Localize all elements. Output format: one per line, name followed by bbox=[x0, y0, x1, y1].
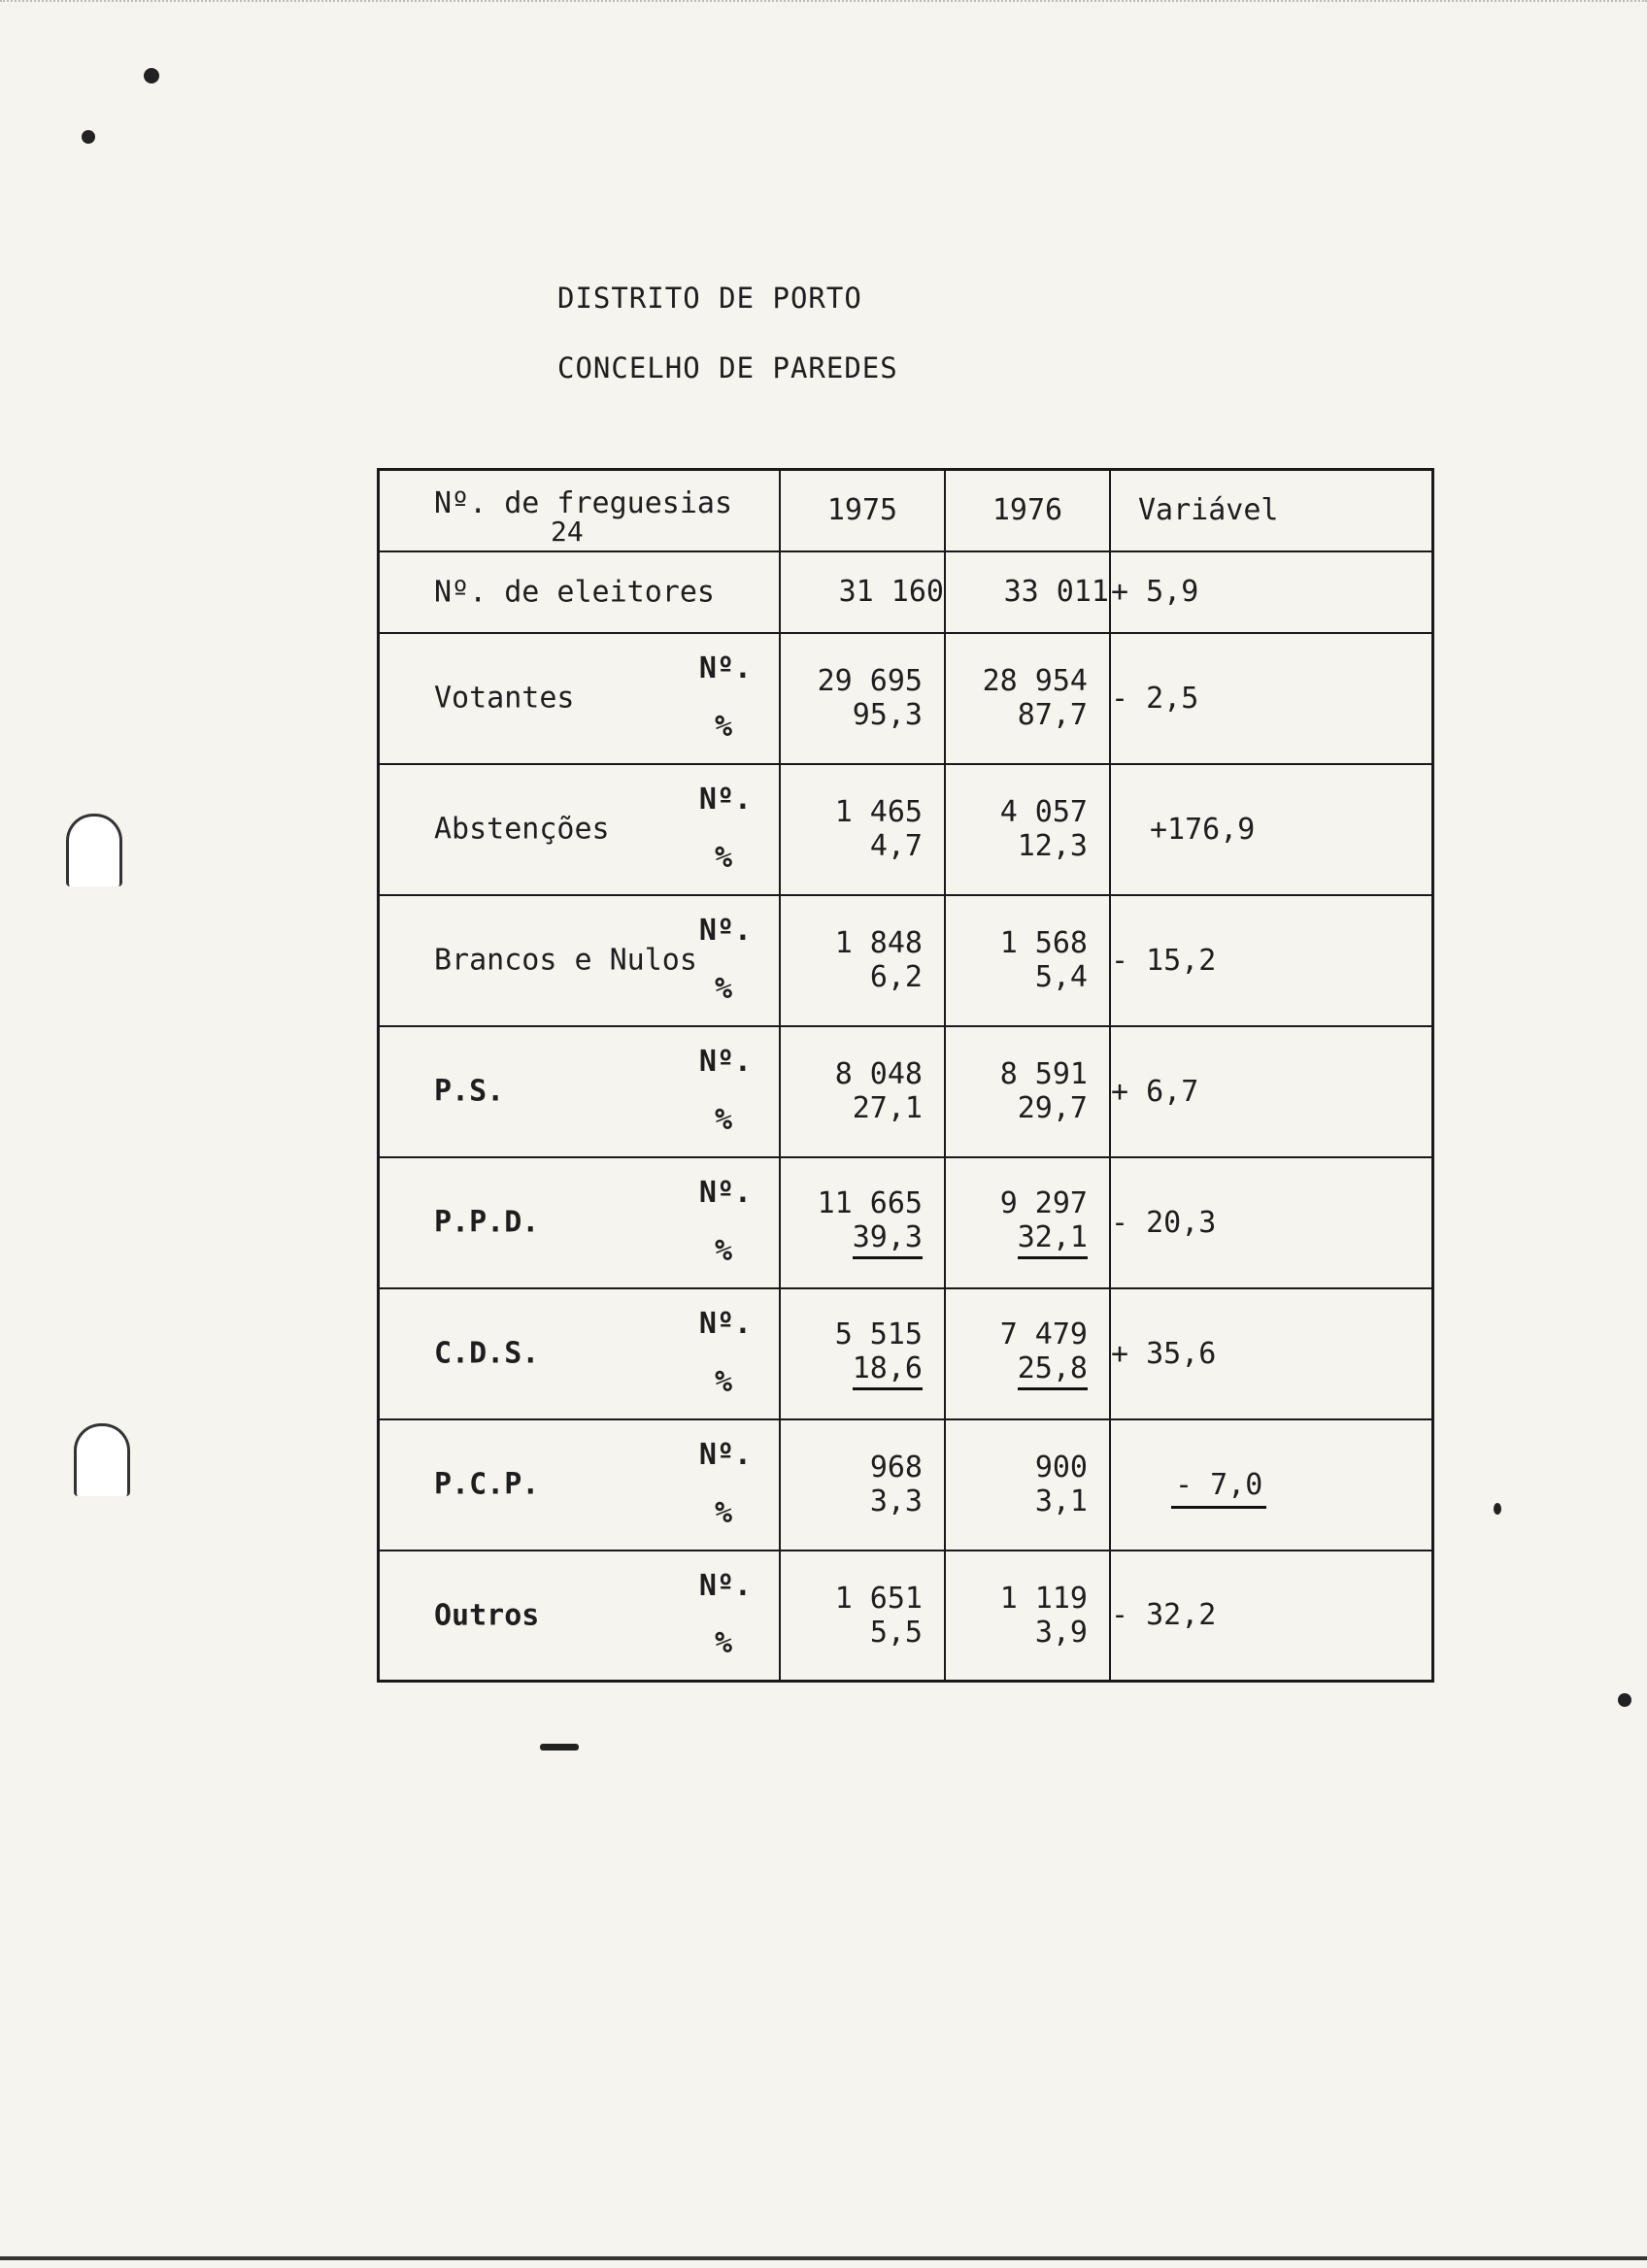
row-1976-cell bbox=[945, 1288, 1110, 1419]
row-variavel: - 15,2 bbox=[1110, 895, 1433, 1026]
table-row bbox=[379, 1419, 1433, 1551]
row-label-cell bbox=[379, 764, 781, 895]
row-variavel: + 35,6 bbox=[1110, 1288, 1433, 1419]
row-label-cell bbox=[379, 633, 781, 764]
header-1976: 1976 bbox=[945, 470, 1110, 551]
row-no-1975: 1 848 bbox=[834, 926, 923, 960]
row-label: Outros bbox=[434, 1598, 540, 1633]
page-top-edge bbox=[0, 0, 1647, 12]
row-no-label: Nº. bbox=[698, 1175, 752, 1210]
eleitores-1975: 31 160 bbox=[780, 551, 945, 633]
row-label-cell bbox=[379, 1026, 781, 1157]
eleitores-variavel: + 5,9 bbox=[1110, 551, 1433, 633]
row-pct-1976: 29,7 bbox=[1017, 1091, 1088, 1125]
page-bottom-edge bbox=[0, 2256, 1647, 2260]
row-variavel: +176,9 bbox=[1110, 764, 1433, 895]
row-pct-label: % bbox=[714, 1364, 732, 1399]
row-pct-1976: 3,9 bbox=[1034, 1615, 1088, 1650]
row-label: P.P.D. bbox=[434, 1205, 540, 1240]
row-no-1975: 11 665 bbox=[817, 1185, 923, 1220]
row-pct-1976: 5,4 bbox=[1034, 960, 1088, 994]
row-no-1975: 1 651 bbox=[834, 1581, 923, 1616]
row-pct-1976: 3,1 bbox=[1034, 1484, 1088, 1518]
row-no-1975: 968 bbox=[869, 1451, 923, 1484]
row-pct-1975: 5,5 bbox=[869, 1615, 923, 1650]
row-label: P.S. bbox=[434, 1074, 505, 1109]
row-pct-1975: 18,6 bbox=[853, 1351, 923, 1390]
row-pct-label: % bbox=[714, 1233, 732, 1268]
row-1975-cell bbox=[780, 1419, 945, 1551]
header-1975: 1975 bbox=[780, 470, 945, 551]
table-row bbox=[379, 1157, 1433, 1288]
header-variavel: Variável bbox=[1110, 470, 1433, 551]
row-label: P.C.P. bbox=[434, 1467, 540, 1502]
row-no-1976: 1 119 bbox=[999, 1581, 1088, 1616]
table-row bbox=[379, 764, 1433, 895]
election-results-table bbox=[377, 468, 1434, 1683]
row-1975-cell bbox=[780, 895, 945, 1026]
row-pct-label: % bbox=[714, 1626, 732, 1660]
row-label: Votantes bbox=[434, 681, 575, 716]
row-no-1976: 900 bbox=[1034, 1451, 1088, 1484]
ink-speck bbox=[1618, 1693, 1631, 1707]
row-1976-cell bbox=[945, 1419, 1110, 1551]
row-pct-1975: 27,1 bbox=[852, 1091, 923, 1125]
row-label-cell bbox=[379, 1157, 781, 1288]
row-variavel-cell bbox=[1110, 1419, 1433, 1551]
row-pct-label: % bbox=[714, 840, 732, 875]
row-pct-label: % bbox=[714, 1102, 732, 1137]
row-no-label: Nº. bbox=[698, 1306, 752, 1341]
row-pct-label: % bbox=[714, 1495, 732, 1530]
row-no-1976: 4 057 bbox=[999, 795, 1088, 829]
district-title: DISTRITO DE PORTO bbox=[557, 282, 862, 315]
row-no-1976: 28 954 bbox=[982, 664, 1088, 698]
row-1976-cell bbox=[945, 764, 1110, 895]
row-variavel: - 20,3 bbox=[1110, 1157, 1433, 1288]
row-no-label: Nº. bbox=[698, 782, 752, 817]
ink-speck bbox=[144, 68, 159, 83]
row-1976-cell bbox=[945, 1157, 1110, 1288]
row-pct-1975: 3,3 bbox=[869, 1484, 923, 1518]
row-no-1975: 1 465 bbox=[834, 795, 923, 829]
eleitores-1976: 33 011 bbox=[945, 551, 1110, 633]
row-pct-label: % bbox=[714, 709, 732, 744]
row-label-cell bbox=[379, 1419, 781, 1551]
row-variavel: - 32,2 bbox=[1110, 1551, 1433, 1682]
table-row bbox=[379, 1551, 1433, 1682]
freguesias-count: 24 bbox=[551, 516, 584, 548]
row-no-1975: 29 695 bbox=[817, 664, 923, 698]
row-no-1976: 8 591 bbox=[999, 1057, 1088, 1091]
row-variavel: + 6,7 bbox=[1110, 1026, 1433, 1157]
row-no-label: Nº. bbox=[698, 1568, 752, 1603]
table-row bbox=[379, 1288, 1433, 1419]
punch-hole-top bbox=[66, 814, 122, 886]
row-pct-1975: 4,7 bbox=[869, 829, 923, 863]
row-1975-cell bbox=[780, 1288, 945, 1419]
row-no-label: Nº. bbox=[698, 650, 752, 685]
row-1975-cell bbox=[780, 1157, 945, 1288]
row-pct-1975: 95,3 bbox=[852, 698, 923, 732]
row-label: Abstenções bbox=[434, 812, 610, 847]
row-pct-label: % bbox=[714, 971, 732, 1006]
row-no-1976: 7 479 bbox=[999, 1317, 1088, 1351]
ink-speck bbox=[1494, 1503, 1501, 1515]
row-1976-cell bbox=[945, 633, 1110, 764]
row-pct-1976: 25,8 bbox=[1018, 1351, 1088, 1390]
row-variavel: - 7,0 bbox=[1171, 1468, 1266, 1509]
table-header-row bbox=[379, 470, 1433, 551]
row-label-cell bbox=[379, 1288, 781, 1419]
table-row bbox=[379, 633, 1433, 764]
row-no-1976: 1 568 bbox=[999, 926, 1088, 960]
row-no-1975: 5 515 bbox=[834, 1317, 923, 1351]
row-pct-1976: 32,1 bbox=[1018, 1220, 1088, 1259]
row-variavel: - 2,5 bbox=[1110, 633, 1433, 764]
row-1975-cell bbox=[780, 1551, 945, 1682]
row-1975-cell bbox=[780, 633, 945, 764]
punch-hole-bottom bbox=[74, 1423, 130, 1496]
row-pct-1976: 87,7 bbox=[1017, 698, 1088, 732]
row-label-cell bbox=[379, 1551, 781, 1682]
row-label: Brancos e Nulos bbox=[434, 943, 697, 978]
row-1976-cell bbox=[945, 1026, 1110, 1157]
eleitores-row bbox=[379, 551, 1433, 633]
eleitores-label-cell bbox=[379, 551, 781, 633]
eleitores-label: Nº. de eleitores bbox=[434, 575, 715, 609]
row-no-1975: 8 048 bbox=[834, 1057, 923, 1091]
header-label-cell bbox=[379, 470, 781, 551]
row-label: C.D.S. bbox=[434, 1336, 540, 1371]
row-1975-cell bbox=[780, 1026, 945, 1157]
row-no-label: Nº. bbox=[698, 1044, 752, 1079]
row-1976-cell bbox=[945, 1551, 1110, 1682]
row-pct-1975: 39,3 bbox=[853, 1220, 923, 1259]
row-1975-cell bbox=[780, 764, 945, 895]
municipality-title: CONCELHO DE PAREDES bbox=[557, 351, 898, 384]
row-no-label: Nº. bbox=[698, 1437, 752, 1472]
row-no-label: Nº. bbox=[698, 913, 752, 948]
row-no-1976: 9 297 bbox=[999, 1185, 1088, 1220]
ink-speck bbox=[540, 1744, 579, 1751]
ink-speck bbox=[82, 130, 95, 144]
table-row bbox=[379, 895, 1433, 1026]
row-1976-cell bbox=[945, 895, 1110, 1026]
row-pct-1975: 6,2 bbox=[869, 960, 923, 994]
row-label-cell bbox=[379, 895, 781, 1026]
freguesias-label: Nº. de freguesias bbox=[434, 486, 733, 520]
row-pct-1976: 12,3 bbox=[1017, 829, 1088, 863]
table-row bbox=[379, 1026, 1433, 1157]
